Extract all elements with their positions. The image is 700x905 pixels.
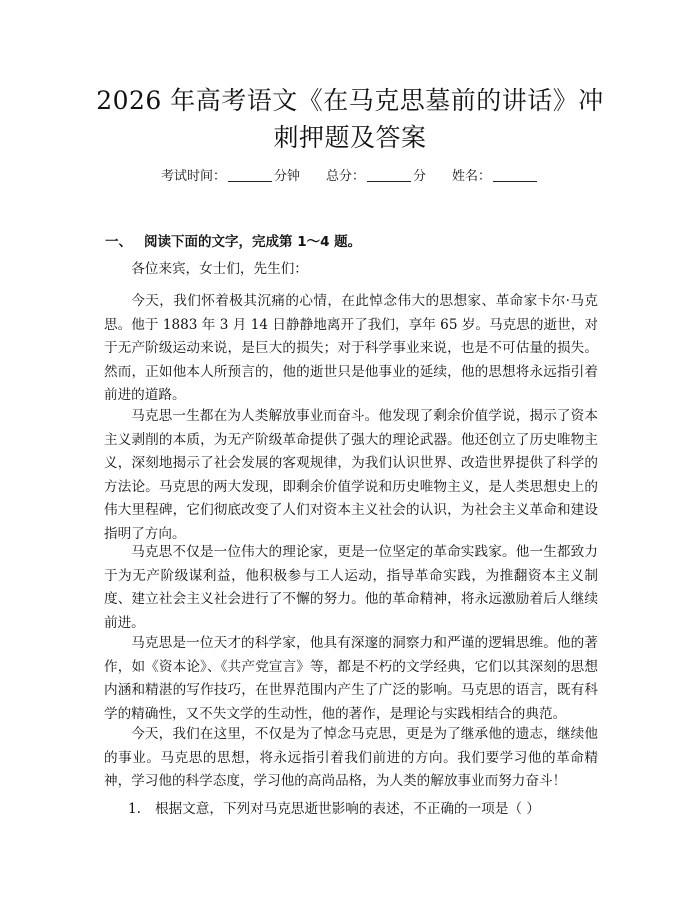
greeting-paragraph: 各位来宾，女士们，先生们：	[131, 261, 308, 277]
body-paragraph: 马克思是一位天才的科学家，他具有深邃的洞察力和严谨的逻辑思维。他的著作，如《资本论》、《共产党宣言》等，都是不朽的文学经典，它们以其深刻的思想内涵和精湛的写作技巧，在世界范围内产生了广泛的影响。马克思的语言，既有科学的精确性，又不失文学的生动性，他的著作，是理论与实践相结合的典范。	[104, 635, 598, 722]
question-number: 1.	[128, 801, 141, 817]
body-paragraph: 马克思一生都在为人类解放事业而奋斗。他发现了剩余价值学说，揭示了资本主义剥削的本质，为无产阶级革命提供了强大的理论武器。他还创立了历史唯物主义，深刻地揭示了社会发展的客观规律，为我们认识世界、改造世界提供了科学的方法论。马克思的两大发现，即剩余价值学说和历史唯物主义，是人类思想史上的伟大里程碑，它们彻底改变了人们对资本主义社会的认识，为社会主义革命和建设指明了方向。	[104, 408, 598, 542]
score-blank[interactable]	[367, 167, 411, 182]
time-label: 考试时间：	[160, 169, 226, 184]
name-blank[interactable]	[493, 167, 537, 182]
body-paragraph: 今天，我们在这里，不仅是为了悼念马克思，更是为了继承他的遗志，继续他的事业。马克思的思想，将永远指引着我们前进的方向。我们要学习他的革命精神，学习他的科学态度，学习他的高尚品格，为人类的解放事业而努力奋斗！	[104, 726, 598, 789]
section-instruction: 阅读下面的文字，完成第 1～4 题。	[144, 234, 362, 250]
question-text: 根据文意，下列对马克思逝世影响的表述，不正确的一项是（ ）	[154, 801, 540, 817]
section-number: 一、	[105, 234, 132, 250]
time-unit: 分钟	[273, 169, 300, 184]
score-label: 总分：	[325, 169, 365, 184]
time-blank[interactable]	[228, 167, 272, 182]
document-title	[90, 82, 610, 156]
name-label: 姓名：	[452, 169, 492, 184]
title-line-2: 刺押题及答案	[273, 123, 427, 152]
body-paragraph: 今天，我们怀着极其沉痛的心情，在此悼念伟大的思想家、革命家卡尔·马克思。他于 1883 年 3 月 14 日静静地离开了我们，享年 65 岁。马克思的逝世，对于无产阶级运动来说，是巨大的损失；对于科学事业来说，也是不可估量的损失。然而，正如他本人所预言的，他的逝世只是他事业的延续，他的思想将永远指引着前进的道路。	[104, 293, 598, 403]
title-line-1: 2026 年高考语文《在马克思墓前的讲话》冲	[96, 86, 604, 115]
exam-meta-line	[0, 167, 700, 187]
question-1	[128, 798, 540, 822]
section-heading	[105, 232, 361, 252]
body-paragraph: 马克思不仅是一位伟大的理论家，更是一位坚定的革命实践家。他一生都致力于为无产阶级谋利益，他积极参与工人运动，指导革命实践，为推翻资本主义制度、建立社会主义社会进行了不懈的努力。他的革命精神，将永远激励着后人继续前进。	[104, 544, 598, 631]
score-unit: 分	[413, 169, 427, 184]
